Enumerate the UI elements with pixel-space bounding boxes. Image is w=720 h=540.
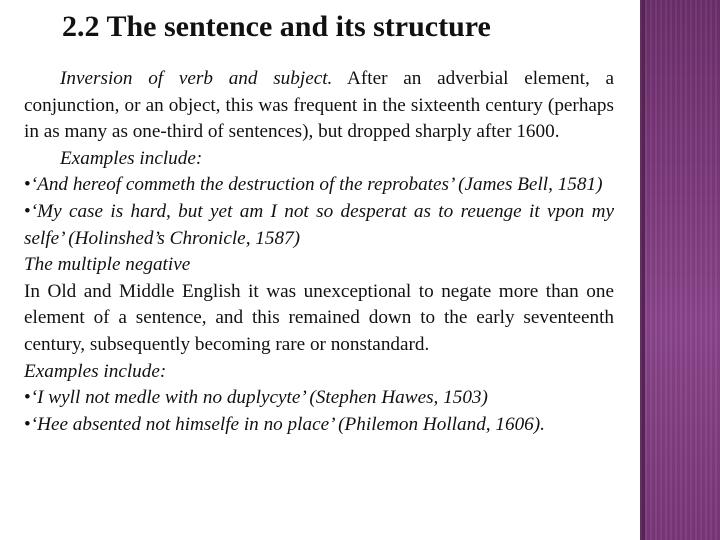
slide-title: 2.2 The sentence and its structure xyxy=(62,10,491,43)
decorative-side-band xyxy=(640,0,720,540)
slide-body xyxy=(24,66,614,438)
example-3-text: ‘I wyll not medle with no duplycyte’ (Stephen Hawes, 1503) xyxy=(30,387,488,409)
example-4 xyxy=(24,412,614,439)
inversion-paragraph xyxy=(24,66,614,146)
example-2 xyxy=(24,199,614,252)
inversion-heading: Inversion of verb and subject. xyxy=(60,68,333,89)
inversion-text: After an adverbial element, a conjunction, or an object, this was frequent in the sixteenth century (perhaps in as many as one-third of sentences), but dropped sharply after 1600. xyxy=(24,68,614,143)
examples-label-1: Examples include: xyxy=(60,147,203,169)
example-4-text: ‘Hee absented not himselfe in no place’ (Philemon Holland, 1606). xyxy=(30,413,545,435)
example-2-text: ‘My case is hard, but yet am I not so desperat as to reuenge it vpon my selfe’ (Holinshed’s Chronicle, 1587) xyxy=(24,200,614,249)
negative-heading: The multiple negative xyxy=(24,254,191,276)
example-1-text: ‘And hereof commeth the destruction of the reprobates’ (James Bell, 1581) xyxy=(30,174,603,196)
examples-label-2: Examples include: xyxy=(24,360,167,382)
example-1 xyxy=(24,172,614,199)
negative-paragraph: In Old and Middle English it was unexceptional to negate more than one element of a sentence, and this remained down to the early seventeenth century, subsequently becoming rare or nonstandard. xyxy=(24,280,614,355)
example-3 xyxy=(24,385,614,412)
